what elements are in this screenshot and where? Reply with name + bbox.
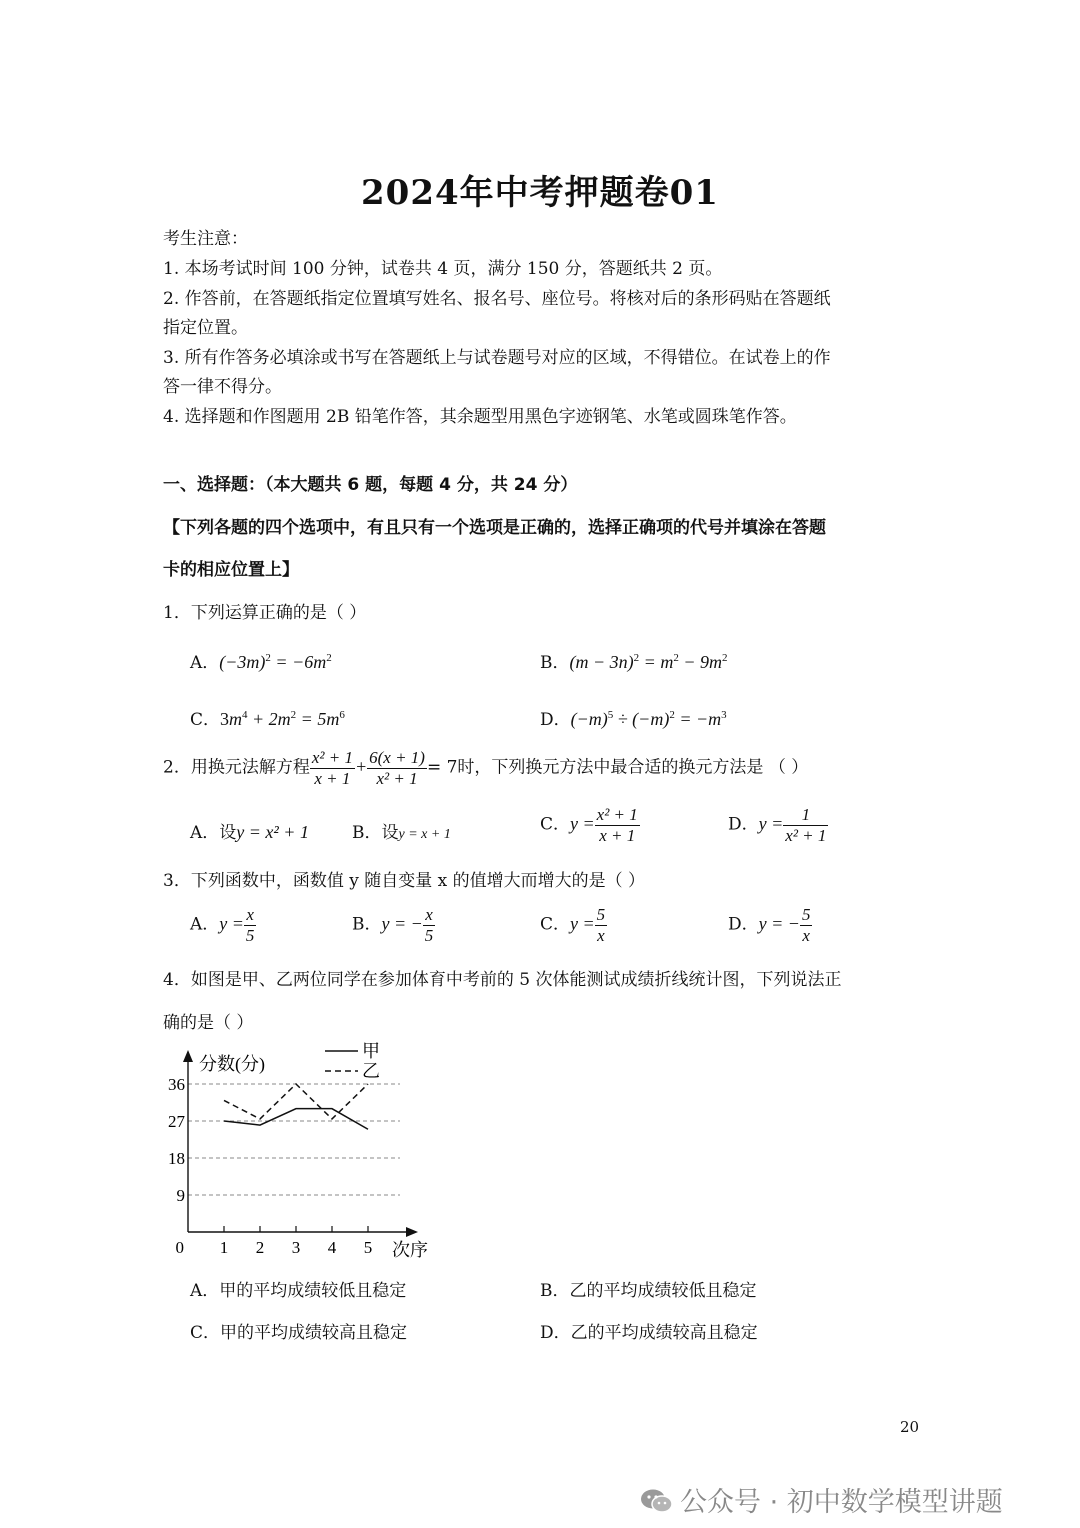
notice-item-3: 3. 所有作答务必填涂或书写在答题纸上与试卷题号对应的区域，不得错位。在试卷上的作 bbox=[163, 348, 831, 368]
q2-option-b: B．设y = x + 1 bbox=[352, 823, 451, 843]
q4-option-c: C．甲的平均成绩较高且稳定 bbox=[190, 1323, 408, 1343]
q1-option-a: A．$(-3m)^2 = -6m^2$ bbox=[190, 652, 332, 673]
q4-option-d: D．乙的平均成绩较高且稳定 bbox=[540, 1323, 758, 1343]
section-instruction-1: 【下列各题的四个选项中，有且只有一个选项是正确的，选择正确项的代号并填涂在答题 bbox=[163, 518, 826, 538]
notice-item-4: 4. 选择题和作图题用 2B 铅笔作答，其余题型用黑色字迹钢笔、水笔或圆珠笔作答。 bbox=[163, 407, 797, 427]
q4-stem-2: 确的是（ ） bbox=[163, 1013, 254, 1033]
legend-label-2: 乙 bbox=[362, 1061, 380, 1081]
q2-option-d: D．y = $\frac{1}{\text{x² + 1}}$ bbox=[728, 805, 827, 845]
q2-fraction-2: $\frac{6(x + 1)}{\text{x² + 1}}$ bbox=[369, 748, 425, 788]
series-line-2 bbox=[224, 1084, 368, 1119]
page-number: 20 bbox=[900, 1418, 920, 1436]
q4-option-b: B．乙的平均成绩较低且稳定 bbox=[540, 1281, 757, 1301]
q2-option-c: C．y = $\frac{\text{x² + 1}}{x + 1}$ bbox=[540, 805, 638, 845]
page-title: 2024年中考押题卷01 bbox=[361, 173, 719, 213]
line-chart bbox=[160, 1040, 450, 1265]
x-axis-label: 次序 bbox=[392, 1240, 428, 1260]
notice-item-3-cont: 答一律不得分。 bbox=[163, 377, 282, 397]
watermark-text: 公众号 · 初中数学模型讲题 bbox=[680, 1487, 1003, 1518]
q1-option-b: B．$(m - 3n)^2 = m^2 - 9m^2$ bbox=[540, 652, 728, 673]
x-tick-label-3: 3 bbox=[291, 1238, 301, 1257]
q3-option-d: D．y = − $\frac{5}{x}$ bbox=[728, 905, 811, 945]
q1-option-c: C．$3m^4 + 2m^2 = 5m^6$ bbox=[190, 709, 345, 730]
section-instruction-2: 卡的相应位置上】 bbox=[163, 560, 299, 580]
y-tick-label-18: 18 bbox=[168, 1149, 185, 1168]
notice-item-2-cont: 指定位置。 bbox=[163, 318, 248, 338]
q1-option-d: D．$(-m)^5 \div (-m)^2 = -m^3$ bbox=[540, 709, 727, 730]
q2-stem: 2．用换元法解方程 $\frac{\text{x² + 1}}{x + 1}$ + $\frac{6(x + 1)}{\text{x² + 1}}$ = 7时，下列换元方法中最合适的换元方法是 （ ） bbox=[163, 748, 809, 788]
x-tick-label-4: 4 bbox=[327, 1238, 337, 1257]
x-tick-label-2: 2 bbox=[255, 1238, 265, 1257]
q2-option-a: A．设y = x² + 1 bbox=[190, 822, 309, 843]
watermark bbox=[640, 1480, 1003, 1519]
legend-label-1: 甲 bbox=[362, 1041, 380, 1061]
q4-stem-1: 4．如图是甲、乙两位同学在参加体育中考前的 5 次体能测试成绩折线统计图，下列说法正 bbox=[163, 970, 842, 990]
q3-stem: 3．下列函数中，函数值 y 随自变量 x 的值增大而增大的是（ ） bbox=[163, 871, 646, 891]
notice-item-1: 1. 本场考试时间 100 分钟，试卷共 4 页，满分 150 分，答题纸共 2 页。 bbox=[163, 259, 723, 279]
notice-item-2: 2. 作答前，在答题纸指定位置填写姓名、报名号、座位号。将核对后的条形码贴在答题纸 bbox=[163, 289, 831, 309]
notice-heading: 考生注意： bbox=[163, 229, 248, 249]
q3-option-a: A．y = $\frac{x}{5}$ bbox=[190, 905, 255, 945]
q3-option-b: B．y = − $\frac{x}{5}$ bbox=[352, 905, 434, 945]
q1-stem: 1．下列运算正确的是（ ） bbox=[163, 603, 367, 623]
y-axis-label: 分数(分) bbox=[199, 1054, 265, 1074]
q4-option-a: A．甲的平均成绩较低且稳定 bbox=[190, 1281, 407, 1301]
section-heading: 一、选择题：（本大题共 6 题，每题 4 分，共 24 分） bbox=[163, 475, 578, 495]
y-axis-arrow bbox=[183, 1050, 193, 1062]
x-tick-label-1: 1 bbox=[219, 1238, 229, 1257]
x-tick-label-5: 5 bbox=[363, 1238, 373, 1257]
y-tick-label-27: 27 bbox=[168, 1112, 185, 1131]
q3-option-c: C．y = $\frac{5}{x}$ bbox=[540, 905, 606, 945]
x-axis-arrow bbox=[406, 1227, 418, 1237]
q2-fraction-1: $\frac{\text{x² + 1}}{x + 1}$ bbox=[311, 748, 353, 788]
y-tick-label-9: 9 bbox=[176, 1186, 185, 1205]
wechat-icon bbox=[640, 1488, 674, 1514]
origin-label: 0 bbox=[175, 1238, 184, 1257]
y-tick-label-36: 36 bbox=[168, 1075, 185, 1094]
